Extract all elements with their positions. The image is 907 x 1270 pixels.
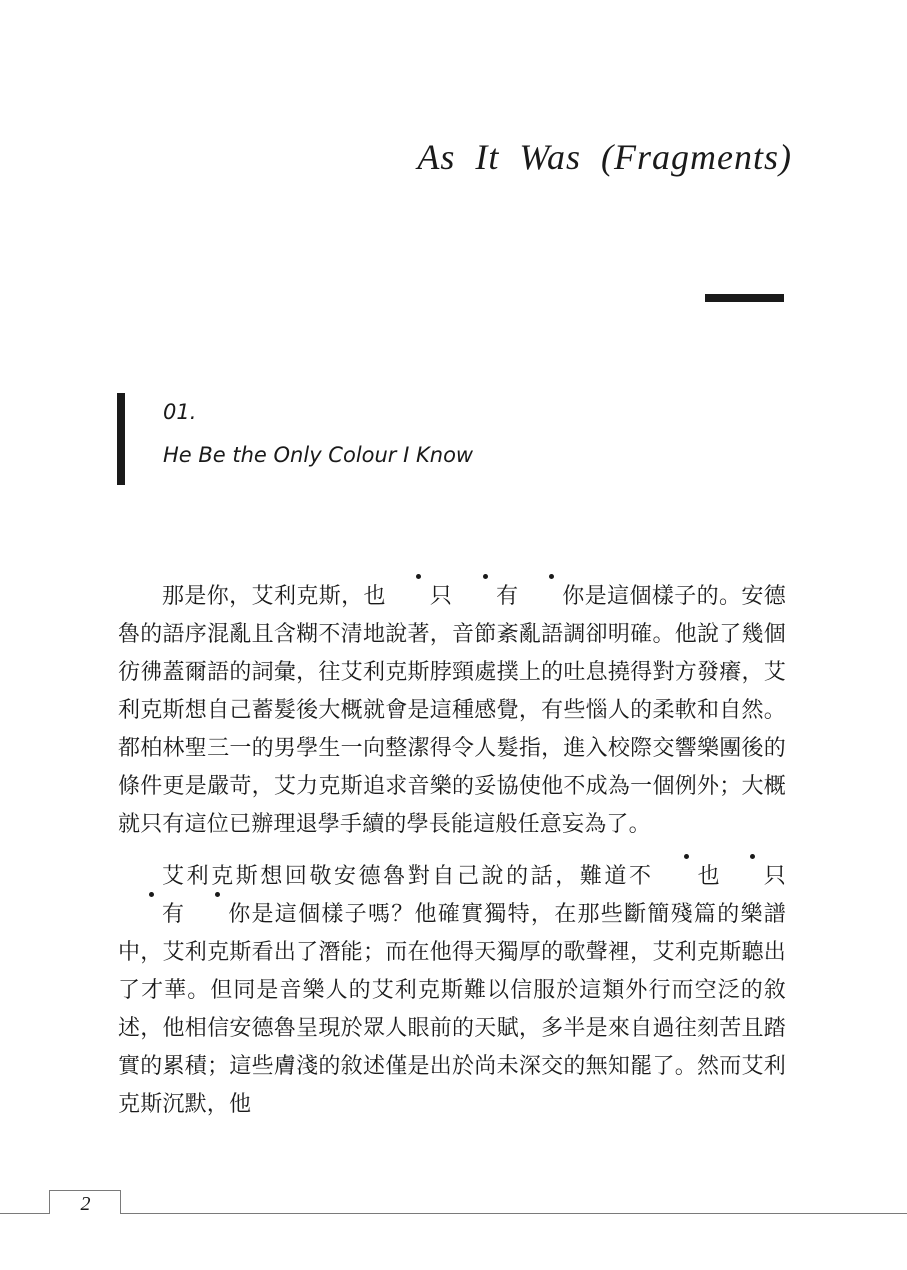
paragraph-2-start: 艾利克斯想回敬安德魯對自己說的話，難道不 bbox=[162, 864, 654, 889]
emphasis-char: 也 bbox=[654, 858, 720, 896]
emphasis-char: 只 bbox=[386, 578, 452, 616]
paragraph-2-rest: 是這個樣子嗎？他確實獨特，在那些斷簡殘篇的樂譜中，艾利克斯看出了潛能；而在他得天獨厚的歌聲裡，艾利克斯聽出了才華。但同是音樂人的艾利克斯難以信服於這類外行而空泛的敘述，他相信安德魯呈現於眾人眼前的天賦，多半是來自過往刻苦且踏實的累積；這些膚淺的敘述僅是出於尚未深交的無知罷了。然而艾利克斯沉默，他 bbox=[118, 902, 786, 1117]
title-rule bbox=[705, 294, 784, 302]
chapter-number: 01. bbox=[163, 400, 197, 424]
body-text bbox=[118, 578, 786, 1138]
paragraph-1-rest: 是這個樣子的。安德魯的語序混亂且含糊不清地說著，音節紊亂語調卻明確。他說了幾個彷彿蓋爾語的詞彙，往艾利克斯脖頸處撲上的吐息撓得對方發癢，艾利克斯想自己蓄髮後大概就會是這種感覺，有些惱人的柔軟和自然。都柏林聖三一的男學生一向整潔得令人髮指，進入校際交響樂團後的條件更是嚴苛，艾力克斯追求音樂的妥協使他不成為一個例外；大概就只有這位已辦理退學手續的學長能這般任意妄為了。 bbox=[118, 584, 786, 837]
footer-line bbox=[0, 1213, 907, 1214]
emphasis-char: 只 bbox=[720, 858, 786, 896]
emphasis-char: 你 bbox=[184, 896, 250, 934]
paragraph-2 bbox=[118, 858, 786, 1124]
chapter-bar bbox=[117, 393, 125, 485]
paragraph-1-start: 那是你，艾利克斯，也 bbox=[162, 584, 386, 609]
paragraph-1 bbox=[118, 578, 786, 844]
emphasis-char: 你 bbox=[518, 578, 584, 616]
chapter-title: He Be the Only Colour I Know bbox=[163, 443, 474, 467]
page-number: 2 bbox=[80, 1193, 91, 1215]
emphasis-char: 有 bbox=[118, 896, 184, 934]
emphasis-char: 有 bbox=[452, 578, 518, 616]
book-title: As It Was (Fragments) bbox=[417, 137, 792, 177]
